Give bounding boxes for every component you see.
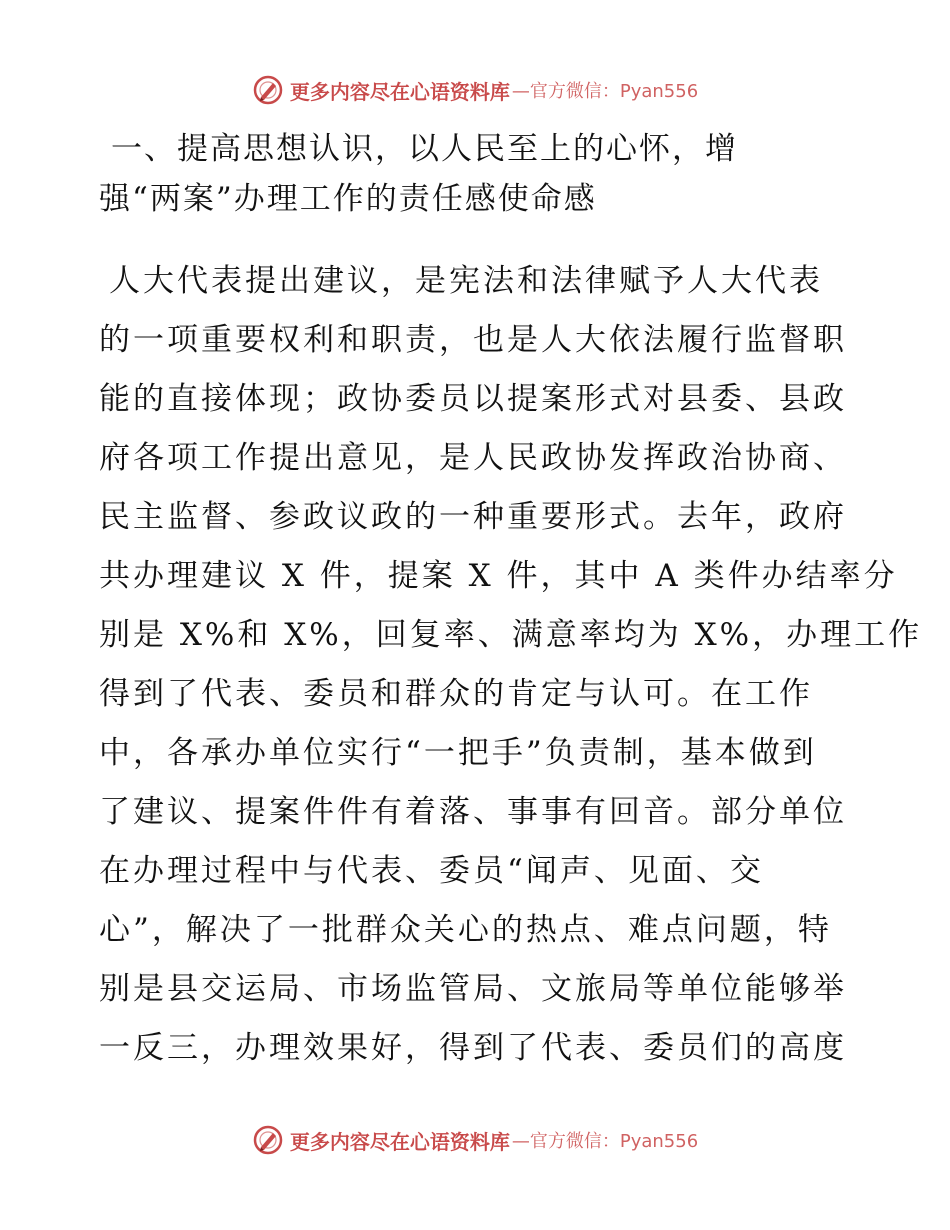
watermark-wechat-text: —官方微信：Pyan556 [511,1131,699,1152]
paragraph-line: 人大代表提出建议，是宪法和法律赋予人大代表 [109,263,823,299]
watermark-brand-text: 更多内容尽在心语资料库 [289,79,510,104]
paragraph-line: 心”，解决了一批群众关心的热点、难点问题，特 [99,912,832,948]
pen-logo-icon [252,1124,284,1156]
paragraph-line: 能的直接体现；政协委员以提案形式对县委、县政 [99,381,847,417]
pen-logo-icon [252,74,284,106]
heading-line-2: 强“两案”办理工作的责任感使命感 [99,181,597,217]
paragraph-line: 一反三，办理效果好，得到了代表、委员们的高度 [99,1030,847,1066]
paragraph-line: 别是 X%和 X%，回复率、满意率均为 X%，办理工作 [99,617,923,653]
paragraph-line: 府各项工作提出意见，是人民政协发挥政治协商、 [99,440,847,476]
paragraph-line: 了建议、提案件件有着落、事事有回音。部分单位 [99,794,847,830]
paragraph-line: 共办理建议 X 件，提案 X 件，其中 A 类件办结率分 [99,558,898,594]
watermark-wechat-text: —官方微信：Pyan556 [511,81,699,102]
body-paragraph [99,256,923,1082]
paragraph-line: 的一项重要权利和职责，也是人大依法履行监督职 [99,322,847,358]
watermark-brand-text: 更多内容尽在心语资料库 [289,1129,510,1154]
heading-line-1: 一、提高思想认识，以人民至上的心怀，增 [111,131,738,167]
paragraph-line: 得到了代表、委员和群众的肯定与认可。在工作 [99,676,813,712]
paragraph-line: 中，各承办单位实行“一把手”负责制，基本做到 [99,735,817,771]
paragraph-line: 在办理过程中与代表、委员“闻声、见面、交 [99,853,764,889]
header-watermark-banner [0,70,950,110]
paragraph-line: 别是县交运局、市场监管局、文旅局等单位能够举 [99,971,847,1007]
footer-watermark-banner [0,1120,950,1160]
paragraph-line: 民主监督、参政议政的一种重要形式。去年，政府 [99,499,847,535]
section-heading [99,124,859,224]
